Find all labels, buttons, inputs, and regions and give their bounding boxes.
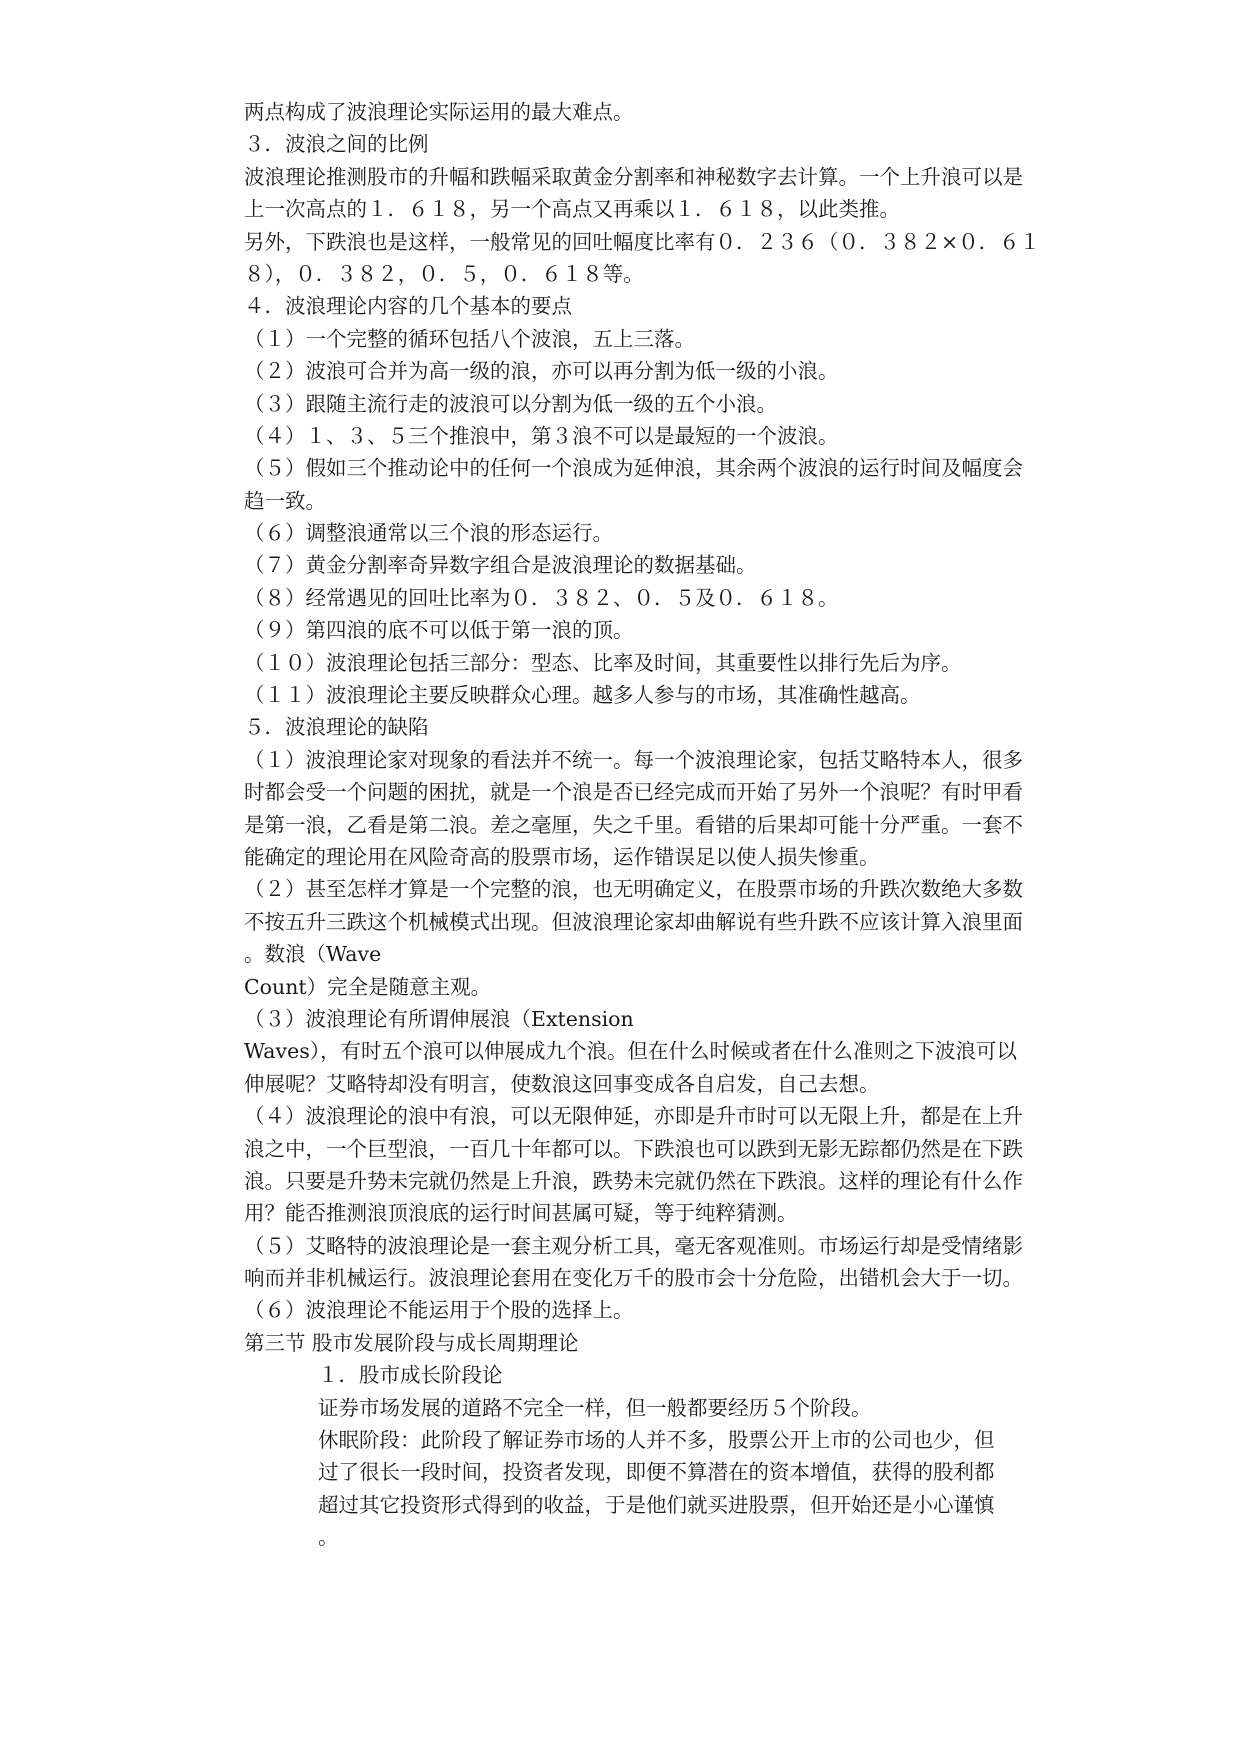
text-line: Count）完全是随意主观。 <box>244 974 492 999</box>
text-line: （７）黄金分割率奇异数字组合是波浪理论的数据基础。 <box>244 553 757 578</box>
text-line: （４）波浪理论的浪中有浪，可以无限伸延，亦即是升市时可以无限上升，都是在上升 <box>244 1104 1023 1129</box>
text-line: 上一次高点的１．６１８，另一个高点又再乘以１．６１８，以此类推。 <box>244 197 900 222</box>
text-line: （６）调整浪通常以三个浪的形态运行。 <box>244 521 613 546</box>
text-line: 另外，下跌浪也是这样，一般常见的回吐幅度比率有０．２３６（０．３８２×０．６１ <box>244 229 1041 254</box>
text-line: 响而并非机械运行。波浪理论套用在变化万千的股市会十分危险，出错机会大于一切。 <box>244 1266 1023 1291</box>
text-line: 第三节 股市发展阶段与成长周期理论 <box>244 1330 579 1355</box>
text-line: ８），０．３８２，０．５，０．６１８等。 <box>244 261 644 286</box>
text-line: （５）假如三个推动论中的任何一个浪成为延伸浪，其余两个波浪的运行时间及幅度会 <box>244 456 1023 481</box>
text-line: 超过其它投资形式得到的收益，于是他们就买进股票，但开始还是小心谨慎 <box>318 1492 995 1517</box>
text-line: （２）甚至怎样才算是一个完整的浪，也无明确定义，在股票市场的升跌次数绝大多数 <box>244 877 1023 902</box>
text-line: 时都会受一个问题的困扰，就是一个浪是否已经完成而开始了另外一个浪呢？有时甲看 <box>244 780 1023 805</box>
text-line: １．股市成长阶段论 <box>318 1363 503 1388</box>
text-line: （９）第四浪的底不可以低于第一浪的顶。 <box>244 618 634 643</box>
text-line: ３．波浪之间的比例 <box>244 132 429 157</box>
text-line: （５）艾略特的波浪理论是一套主观分析工具，毫无客观准则。市场运行却是受情绪影 <box>244 1233 1023 1258</box>
text-line: 。数浪（Wave <box>244 942 382 967</box>
text-line: ５．波浪理论的缺陷 <box>244 715 429 740</box>
text-line: 。 <box>318 1525 339 1550</box>
text-line: （１）波浪理论家对现象的看法并不统一。每一个波浪理论家，包括艾略特本人，很多 <box>244 747 1023 772</box>
text-line: 浪。只要是升势未完就仍然是上升浪，跌势未完就仍然在下跌浪。这样的理论有什么作 <box>244 1168 1023 1193</box>
text-line: 伸展呢？艾略特却没有明言，使数浪这回事变成各自启发，自己去想。 <box>244 1071 880 1096</box>
text-line: （１０）波浪理论包括三部分：型态、比率及时间，其重要性以排行先后为序。 <box>244 650 962 675</box>
text-line: 能确定的理论用在风险奇高的股票市场，运作错误足以使人损失惨重。 <box>244 844 880 869</box>
text-line: 过了很长一段时间，投资者发现，即便不算潜在的资本增值，获得的股利都 <box>318 1460 995 1485</box>
document-body <box>244 96 1079 1554</box>
text-line: 波浪理论推测股市的升幅和跌幅采取黄金分割率和神秘数字去计算。一个上升浪可以是 <box>244 164 1023 189</box>
text-line: （４）１、３、５三个推浪中，第３浪不可以是最短的一个波浪。 <box>244 423 839 448</box>
text-line: ４．波浪理论内容的几个基本的要点 <box>244 294 572 319</box>
text-line: 休眠阶段：此阶段了解证券市场的人并不多，股票公开上市的公司也少，但 <box>318 1428 995 1453</box>
text-line: （６）波浪理论不能运用于个股的选择上。 <box>244 1298 634 1323</box>
text-line: Waves），有时五个浪可以伸展成九个浪。但在什么时候或者在什么准则之下波浪可以 <box>244 1039 1017 1064</box>
text-line: 两点构成了波浪理论实际运用的最大难点。 <box>244 100 634 124</box>
text-line: 证券市场发展的道路不完全一样，但一般都要经历５个阶段。 <box>318 1395 872 1420</box>
text-line: （８）经常遇见的回吐比率为０．３８２、０．５及０．６１８。 <box>244 585 839 610</box>
text-line: 是第一浪，乙看是第二浪。差之毫厘，失之千里。看错的后果却可能十分严重。一套不 <box>244 812 1023 837</box>
text-line: （３）跟随主流行走的波浪可以分割为低一级的五个小浪。 <box>244 391 777 416</box>
text-line: （２）波浪可合并为高一级的浪，亦可以再分割为低一级的小浪。 <box>244 359 839 384</box>
text-line: （１１）波浪理论主要反映群众心理。越多人参与的市场，其准确性越高。 <box>244 683 921 708</box>
text-line: 用？能否推测浪顶浪底的运行时间甚属可疑，等于纯粹猜测。 <box>244 1201 798 1226</box>
text-line: （１）一个完整的循环包括八个波浪，五上三落。 <box>244 326 695 351</box>
text-line: 不按五升三跌这个机械模式出现。但波浪理论家却曲解说有些升跌不应该计算入浪里面 <box>244 909 1023 934</box>
text-line: 浪之中，一个巨型浪，一百几十年都可以。下跌浪也可以跌到无影无踪都仍然是在下跌 <box>244 1136 1023 1161</box>
text-line: （３）波浪理论有所谓伸展浪（Extension <box>244 1006 634 1031</box>
text-line: 趋一致。 <box>244 488 326 513</box>
